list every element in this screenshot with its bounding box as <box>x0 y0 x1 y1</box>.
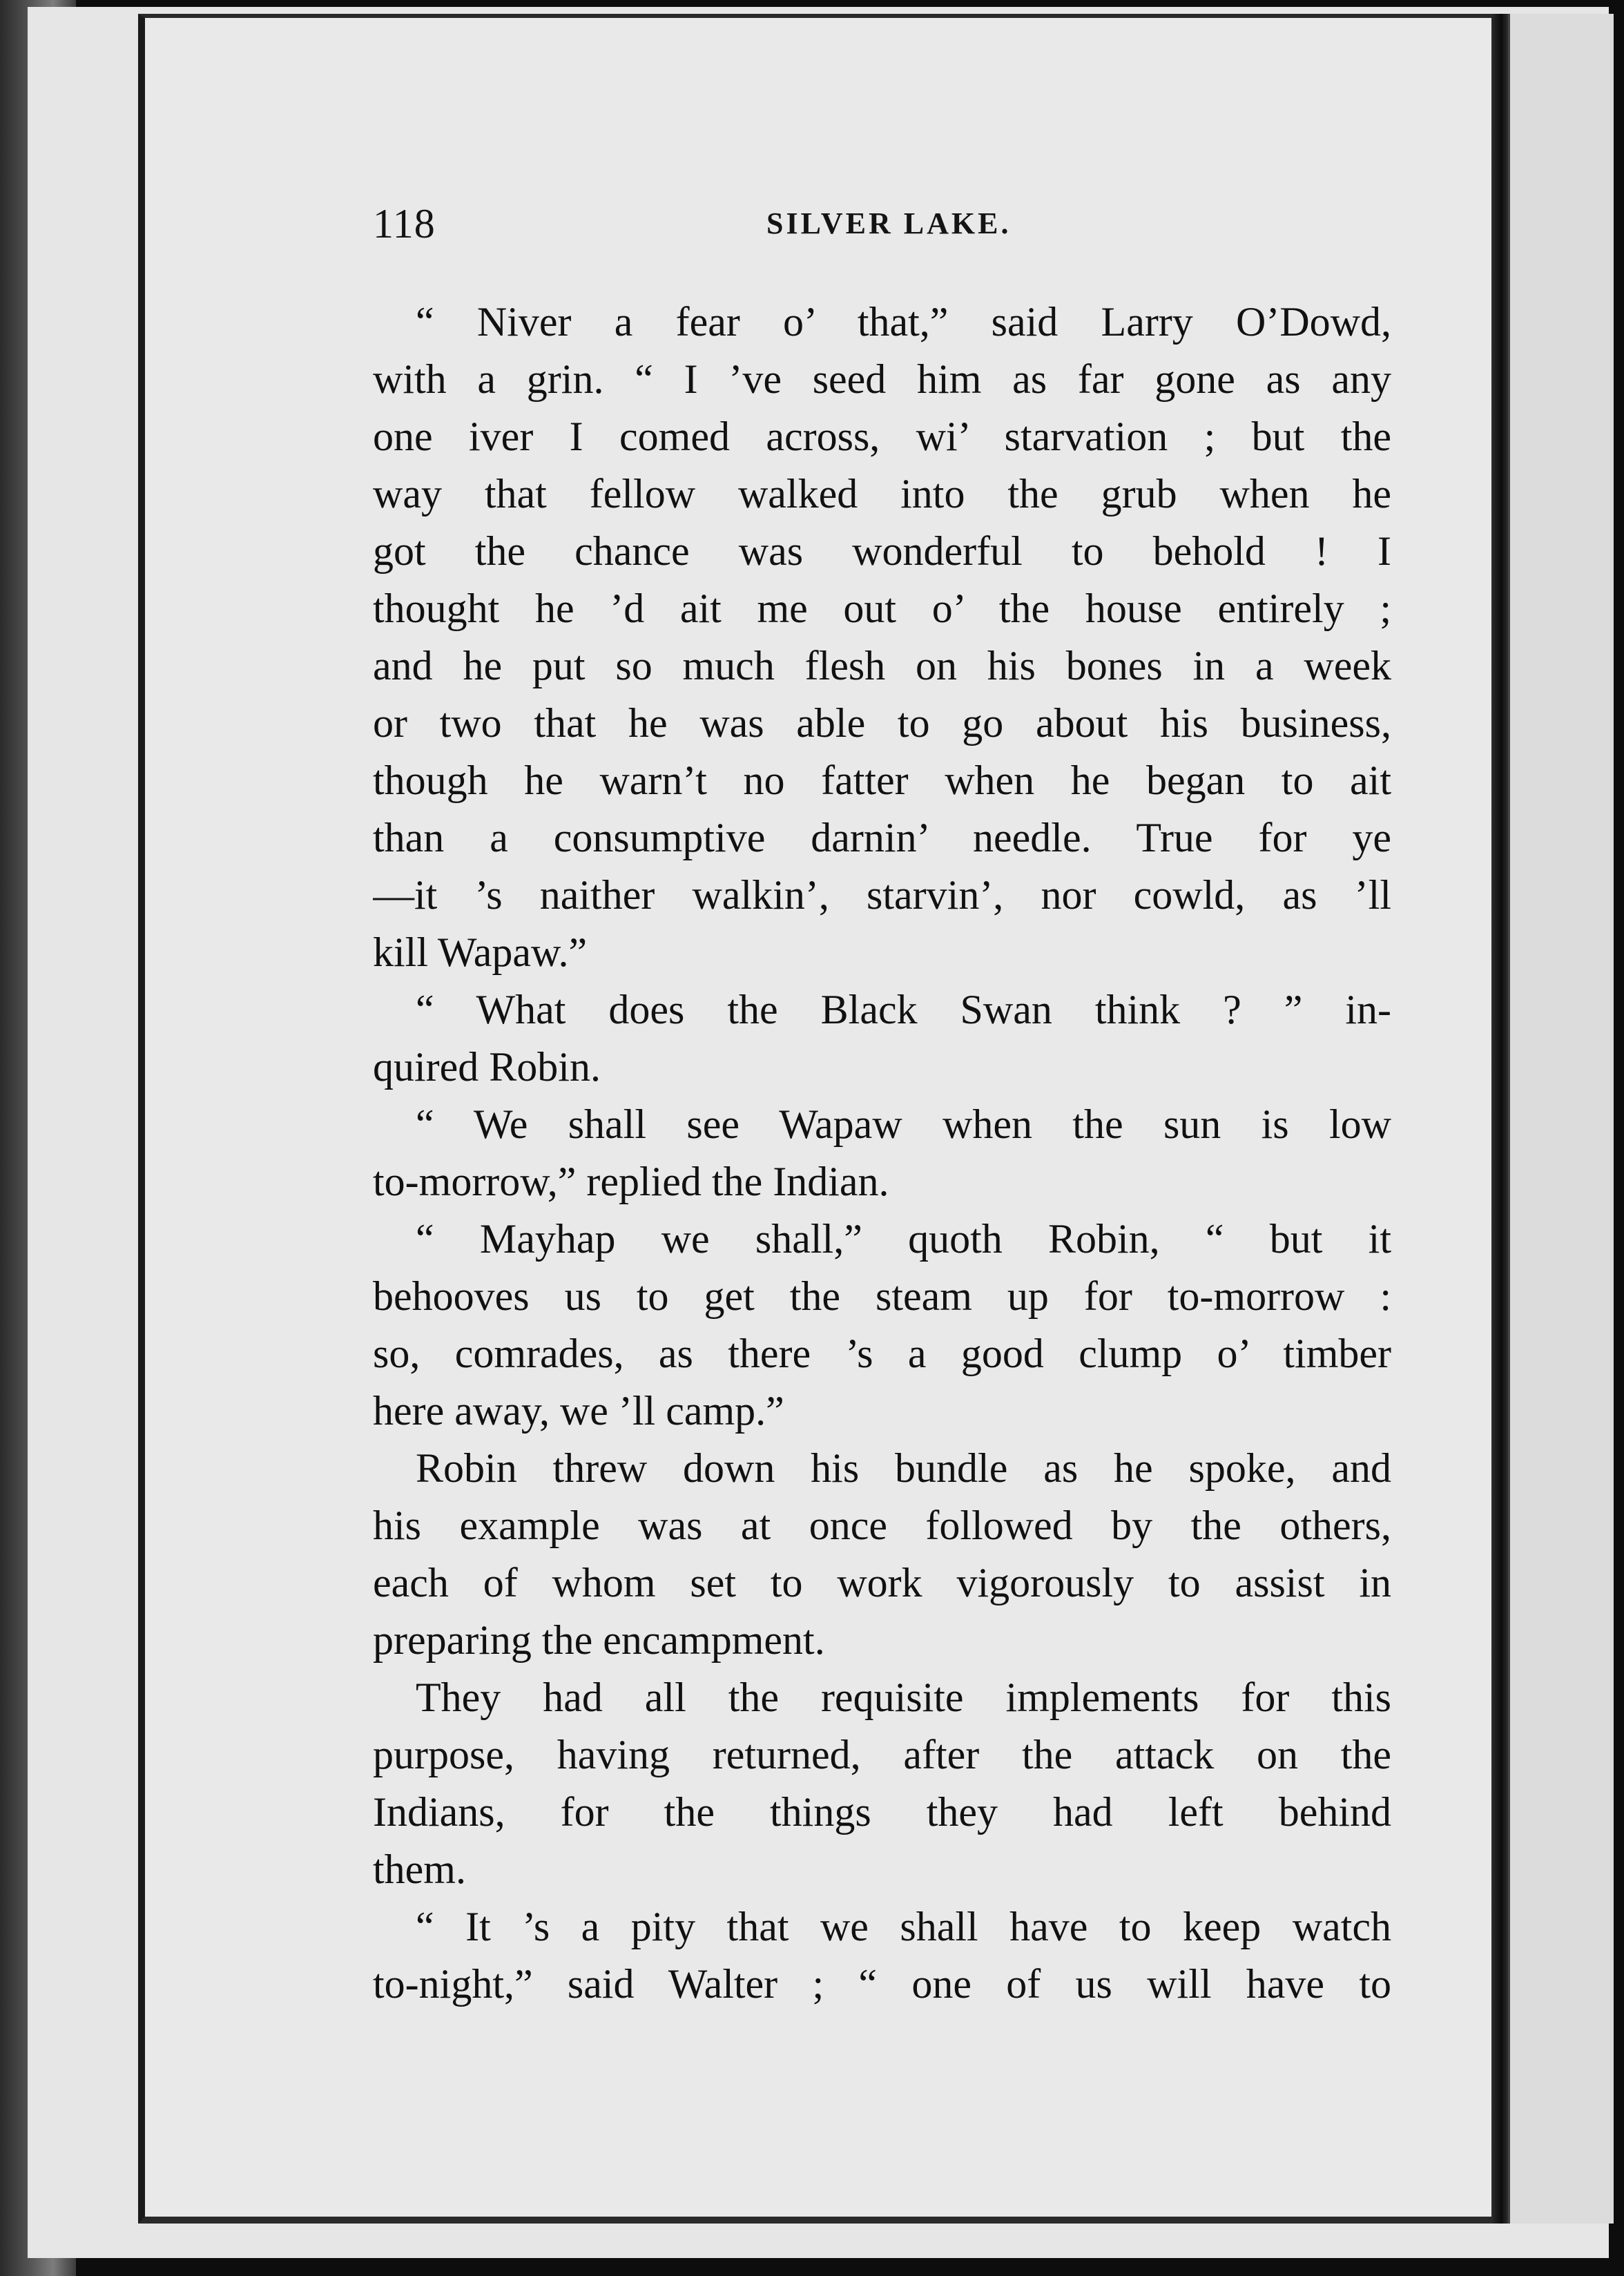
page-fold-shadow <box>1491 14 1508 2224</box>
text-line: them. <box>373 1846 466 1892</box>
body-text <box>373 293 1391 2013</box>
book-title: SILVER LAKE. <box>766 206 1012 240</box>
text-line: Indians, for the things they had left behind <box>373 1789 1391 1835</box>
text-line: “ Niver a fear o’ that,” said Larry O’Dowd, <box>416 299 1391 345</box>
text-line: preparing the encampment. <box>373 1617 825 1663</box>
text-line: behooves us to get the steam up for to-morrow : <box>373 1273 1391 1319</box>
page-number: 118 <box>373 201 436 247</box>
text-line: or two that he was able to go about his business, <box>373 700 1391 746</box>
text-line: “ Mayhap we shall,” quoth Robin, “ but it <box>416 1216 1391 1262</box>
text-line: “ We shall see Wapaw when the sun is low <box>416 1101 1391 1147</box>
text-line: kill Wapaw.” <box>373 929 588 975</box>
text-line: though he warn’t no fatter when he began to ait <box>373 758 1391 803</box>
text-line: Robin threw down his bundle as he spoke, and <box>416 1445 1391 1491</box>
text-line: quired Robin. <box>373 1044 601 1090</box>
text-line: “ What does the Black Swan think ? ” in- <box>416 987 1391 1032</box>
running-head <box>373 200 1395 249</box>
text-line: one iver I comed across, wi’ starvation ; but the <box>373 414 1391 459</box>
text-line: with a grin. “ I ’ve seed him as far gone as any <box>373 356 1391 402</box>
next-page-edge <box>1508 14 1614 2224</box>
text-line: —it ’s naither walkin’, starvin’, nor cowld, as ’ll <box>373 872 1391 918</box>
text-line: than a consumptive darnin’ needle. True for ye <box>373 815 1391 860</box>
text-line: purpose, having returned, after the attack on the <box>373 1732 1391 1777</box>
text-line: thought he ’d ait me out o’ the house entirely ; <box>373 586 1391 631</box>
text-line: to-night,” said Walter ; “ one of us will have to <box>373 1961 1391 2007</box>
text-line: so, comrades, as there ’s a good clump o’ timber <box>373 1331 1391 1376</box>
text-line: his example was at once followed by the others, <box>373 1503 1391 1548</box>
text-line: here away, we ’ll camp.” <box>373 1388 784 1434</box>
text-line: got the chance was wonderful to behold ! I <box>373 528 1391 574</box>
text-line: and he put so much flesh on his bones in a week <box>373 643 1391 688</box>
text-line: “ It ’s a pity that we shall have to keep watch <box>416 1904 1391 1949</box>
text-line: way that fellow walked into the grub when he <box>373 471 1391 517</box>
text-line: each of whom set to work vigorously to assist in <box>373 1560 1391 1605</box>
text-line: They had all the requisite implements for this <box>416 1675 1391 1720</box>
text-line: to-morrow,” replied the Indian. <box>373 1159 889 1204</box>
